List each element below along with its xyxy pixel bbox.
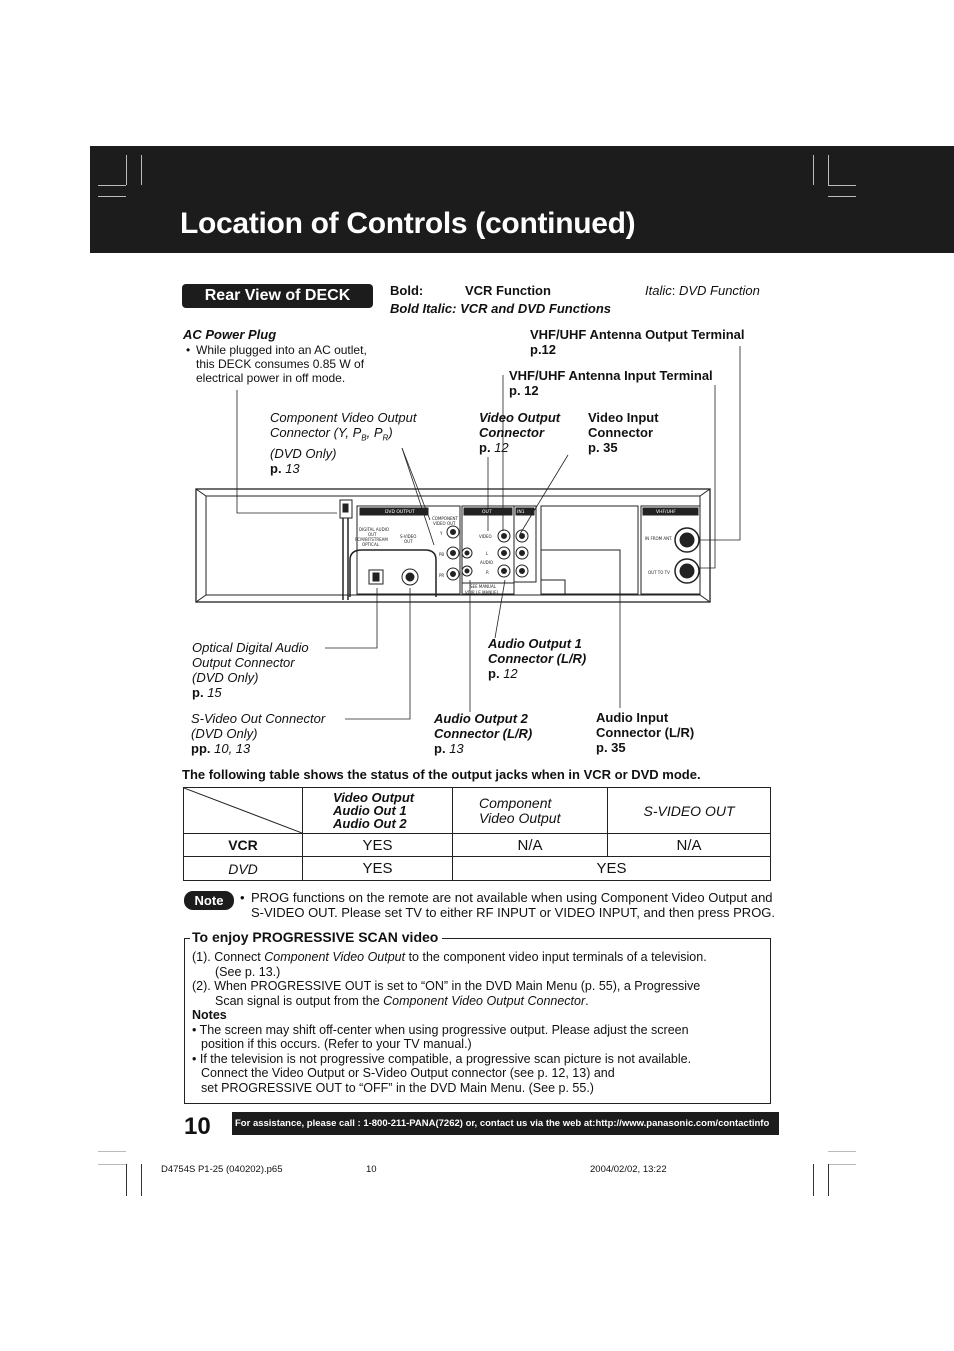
row-mode-dvd: DVD bbox=[184, 857, 303, 881]
note-bullet: • bbox=[240, 890, 245, 905]
audio-input-callout: Audio Input Connector (L/R) p. 35 bbox=[596, 710, 695, 755]
file-page: 10 bbox=[366, 1164, 377, 1175]
cell-vcr-component: N/A bbox=[453, 834, 608, 857]
note-badge: Note bbox=[184, 891, 234, 910]
panel-label-pb: PB bbox=[439, 552, 445, 557]
section-label: Rear View of DECK bbox=[182, 284, 373, 308]
note-2: • If the television is not progressive compatible, a progressive scan picture is not available. bbox=[192, 1051, 692, 1066]
notes-label: Notes bbox=[192, 1008, 227, 1022]
page-number: 10 bbox=[184, 1113, 211, 1140]
panel-label-in1: IN1 bbox=[517, 510, 525, 515]
svg-text:OUT: OUT bbox=[404, 539, 413, 544]
svg-text:PCM/BITSTREAM: PCM/BITSTREAM bbox=[355, 537, 388, 542]
panel-label-out-to-tv: OUT TO TV bbox=[648, 570, 670, 575]
antenna-output-callout: VHF/UHF Antenna Output Terminal p.12 bbox=[530, 327, 745, 357]
panel-label-out: OUT bbox=[482, 510, 492, 515]
file-name: D4754S P1-25 (040202).p65 bbox=[161, 1164, 283, 1175]
output-status-table bbox=[183, 787, 771, 881]
header-component-video: Component Video Output bbox=[453, 788, 608, 834]
svideo-callout: S-Video Out Connector (DVD Only) pp. 10, 13 bbox=[191, 711, 326, 756]
panel-label-in-from-ant: IN FROM ANT. bbox=[645, 536, 673, 541]
note-text: PROG functions on the remote are not available when using Component Video Output and S-VIDEO OUT. Please set TV to either RF INPUT or VIDEO INPUT, and then press PROG. bbox=[251, 890, 776, 920]
svg-text:OUT: OUT bbox=[368, 532, 377, 537]
header-video-audio-output: Video Output Audio Out 1 Audio Out 2 bbox=[303, 788, 453, 834]
panel-label-vhf-uhf: VHF/UHF bbox=[656, 510, 676, 515]
ac-power-title: AC Power Plug bbox=[183, 327, 277, 342]
progressive-scan-title: To enjoy PROGRESSIVE SCAN video bbox=[190, 929, 442, 945]
panel-label-r: R bbox=[486, 570, 489, 575]
video-input-callout: Video Input Connector p. 35 bbox=[588, 410, 659, 455]
legend-bold-key: Bold: bbox=[390, 283, 424, 298]
row-mode-vcr: VCR bbox=[184, 834, 303, 857]
panel-label-voir-le-manuel: VOIR LE MANUEL bbox=[465, 590, 499, 595]
page-title: Location of Controls (continued) bbox=[180, 207, 636, 240]
legend-bolditalic: Bold Italic: VCR and DVD Functions bbox=[390, 301, 612, 316]
component-video-callout: Component Video Output Connector (Y, $P_B$, $P_R$) (DVD Only) p. 13 bbox=[270, 410, 417, 476]
panel-label-video: VIDEO bbox=[479, 534, 492, 539]
panel-label-pr: PR bbox=[439, 573, 445, 578]
svg-text:VIDEO OUT: VIDEO OUT bbox=[433, 521, 456, 526]
panel-label-dvd-output: DVD OUTPUT bbox=[385, 510, 415, 515]
panel-label-component: COMPONENT bbox=[432, 516, 458, 521]
ac-power-note: While plugged into an AC outlet, this DECK consumes 0.85 W of electrical power in off mode. bbox=[196, 343, 367, 385]
cell-dvd-component-svideo: YES bbox=[453, 857, 771, 881]
cell-vcr-svideo: N/A bbox=[608, 834, 771, 857]
panel-label-see-manual: SEE MANUAL bbox=[470, 584, 496, 589]
table-corner-cell bbox=[184, 788, 303, 834]
cell-vcr-video-audio: YES bbox=[303, 834, 453, 857]
table-row bbox=[184, 857, 771, 881]
antenna-input-callout: VHF/UHF Antenna Input Terminal p. 12 bbox=[509, 368, 713, 398]
panel-label-svideo: S-VIDEO bbox=[400, 534, 417, 539]
assistance-bar: For assistance, please call : 1-800-211-PANA(7262) or, contact us via the web at:http://www.panasonic.com/contactinfo bbox=[232, 1112, 779, 1135]
cell-dvd-video-audio: YES bbox=[303, 857, 453, 881]
table-header-row bbox=[184, 788, 771, 834]
diagonal-line bbox=[184, 788, 302, 833]
svg-text:OPTICAL: OPTICAL bbox=[362, 542, 379, 547]
progressive-scan-body: (1). Connect Component Video Output to the component video input terminals of a television. (See p. 13.) (2). When PROGRESSIVE OUT is set to “ON” in the DVD Main Menu (p. 55), a Progressive Scan signal is output from the Component Video Output Connector. Notes • The screen may shift off-center when using progressive output. Please adjust the screen position if this occurs. (Refer to your TV manual.) • If the television is not progressive compatible, a progressive scan picture is not available. Connect the Video Output or S-Video Output connector (see p. 12, 13) and set PROGRESSIVE OUT to “OFF” in the DVD Main Menu. (See p. 55.) bbox=[192, 950, 707, 1095]
table-row bbox=[184, 834, 771, 857]
note-1: • The screen may shift off-center when using progressive output. Please adjust the screen bbox=[192, 1022, 689, 1037]
legend-bold-value: VCR Function bbox=[465, 283, 551, 298]
panel-label-audio: AUDIO bbox=[480, 560, 494, 565]
header-svideo-out: S-VIDEO OUT bbox=[608, 788, 771, 834]
audio-output1-callout: Audio Output 1 Connector (L/R) p. 12 bbox=[488, 636, 587, 681]
step-1: (1). Connect Component Video Output to the component video input terminals of a television. bbox=[192, 950, 707, 964]
panel-label-l: L bbox=[486, 551, 489, 556]
panel-label-digital-audio: DIGITAL AUDIO bbox=[359, 527, 389, 532]
step-2: (2). When PROGRESSIVE OUT is set to “ON” in the DVD Main Menu (p. 55), a Progressive bbox=[192, 979, 701, 993]
audio-output2-callout: Audio Output 2 Connector (L/R) p. 13 bbox=[434, 711, 533, 756]
optical-audio-callout: Optical Digital Audio Output Connector (DVD Only) p. 15 bbox=[192, 640, 309, 700]
table-intro: The following table shows the status of the output jacks when in VCR or DVD mode. bbox=[182, 767, 701, 782]
panel-label-y: Y bbox=[440, 531, 443, 536]
file-date: 2004/02/02, 13:22 bbox=[590, 1164, 667, 1175]
legend-italic: Italic: DVD Function bbox=[645, 283, 760, 298]
ac-power-bullet: • bbox=[186, 343, 191, 357]
video-output-callout: Video Output Connector p. 12 bbox=[479, 410, 561, 455]
